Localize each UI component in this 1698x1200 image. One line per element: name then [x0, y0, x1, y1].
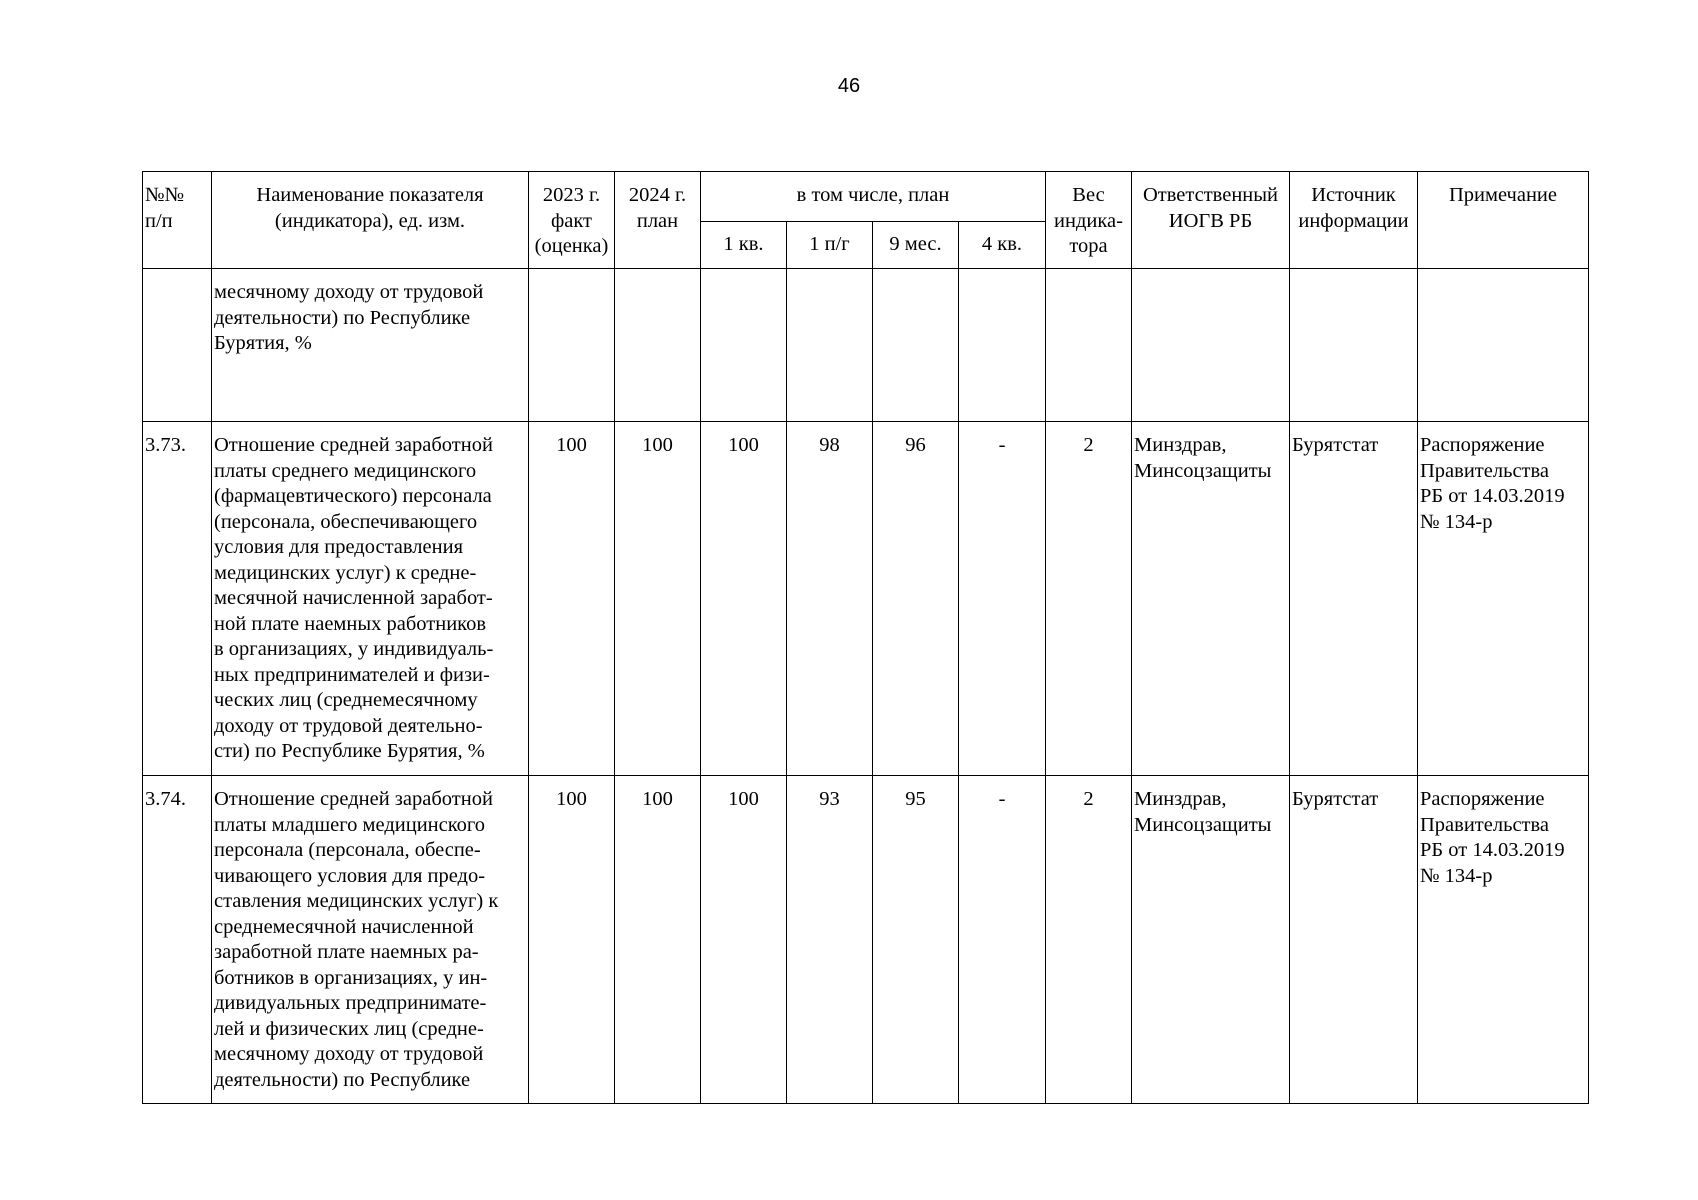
header-responsible: Ответственный ИОГВ РБ	[1132, 172, 1290, 269]
table-row	[143, 269, 1589, 422]
row-q1: 100	[701, 422, 787, 776]
row-weight: 2	[1046, 776, 1132, 1104]
header-name: Наименование показателя (индикатора), ед. изм.	[212, 172, 529, 269]
row-2023: 100	[529, 422, 615, 776]
header-q1: 1 кв.	[701, 222, 787, 269]
row-note: Распоряжение Правительства РБ от 14.03.2019 № 134-р	[1418, 776, 1589, 1104]
row-2024: 100	[615, 776, 701, 1104]
row-name: месячному доходу от трудовой деятельности) по Республике Бурятия, %	[212, 269, 529, 422]
row-2024	[615, 269, 701, 422]
row-source: Бурятстат	[1290, 776, 1418, 1104]
indicators-table	[142, 171, 1589, 1104]
header-h1: 1 п/г	[787, 222, 873, 269]
row-weight: 2	[1046, 422, 1132, 776]
row-q4	[959, 269, 1046, 422]
row-q1: 100	[701, 776, 787, 1104]
row-source: Бурятстат	[1290, 422, 1418, 776]
row-name: Отношение средней заработной платы среднего медицинского (фармацевтического) персонала (персонала, обеспечивающего условия для предоставления медицинских услуг) к средне- месячной начисленной заработ- ной плате наемных работников в организациях, у индивидуаль- ных предпринимателей и физи- ческих лиц (среднемесячному доходу от трудовой деятельно- сти) по Республике Бурятия, %	[212, 422, 529, 776]
row-2023	[529, 269, 615, 422]
header-9m: 9 мес.	[873, 222, 959, 269]
row-9m: 95	[873, 776, 959, 1104]
row-note	[1418, 269, 1589, 422]
row-responsible: Минздрав, Минсоцзащиты	[1132, 776, 1290, 1104]
row-num: 3.73.	[143, 422, 212, 776]
row-source	[1290, 269, 1418, 422]
row-responsible	[1132, 269, 1290, 422]
header-num: №№ п/п	[143, 172, 212, 269]
row-2024: 100	[615, 422, 701, 776]
row-9m: 96	[873, 422, 959, 776]
row-h1: 98	[787, 422, 873, 776]
row-q4: -	[959, 776, 1046, 1104]
row-num	[143, 269, 212, 422]
header-2024: 2024 г. план	[615, 172, 701, 269]
header-weight: Вес индика- тора	[1046, 172, 1132, 269]
row-note: Распоряжение Правительства РБ от 14.03.2019 № 134-р	[1418, 422, 1589, 776]
row-2023: 100	[529, 776, 615, 1104]
row-9m	[873, 269, 959, 422]
header-q4: 4 кв.	[959, 222, 1046, 269]
header-source: Источник информации	[1290, 172, 1418, 269]
row-q1	[701, 269, 787, 422]
row-responsible: Минздрав, Минсоцзащиты	[1132, 422, 1290, 776]
header-2023: 2023 г. факт (оценка)	[529, 172, 615, 269]
row-h1	[787, 269, 873, 422]
table-row	[143, 422, 1589, 776]
header-row-1	[143, 172, 1589, 222]
page-number: 46	[837, 75, 861, 97]
row-weight	[1046, 269, 1132, 422]
header-including-plan: в том числе, план	[701, 172, 1046, 222]
row-num: 3.74.	[143, 776, 212, 1104]
row-name: Отношение средней заработной платы младшего медицинского персонала (персонала, обеспе- чивающего условия для предо- ставления медицинских услуг) к среднемесячной начисленной заработной плате наемных ра- ботников в организациях, у ин- дивидуальных предпринимате- лей и физических лиц (средне- месячному доходу от трудовой деятельности) по Республике	[212, 776, 529, 1104]
row-h1: 93	[787, 776, 873, 1104]
row-q4: -	[959, 422, 1046, 776]
header-note: Примечание	[1418, 172, 1589, 269]
table-row	[143, 776, 1589, 1104]
